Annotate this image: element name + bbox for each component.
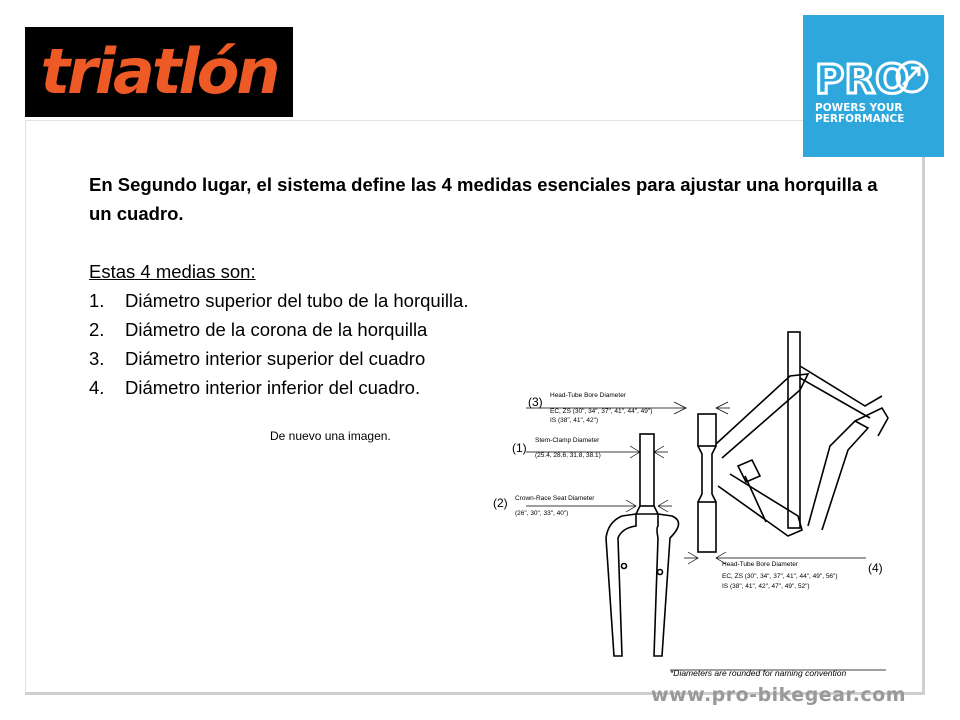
fork-boss-right <box>658 570 663 575</box>
fork-frame-diagram <box>490 326 895 678</box>
label-4-number: (4) <box>868 561 883 575</box>
list-subtitle: Estas 4 medias son: <box>89 261 256 282</box>
steerer-tube <box>640 434 654 506</box>
intro-paragraph: En Segundo lugar, el sistema define las 4 medidas esenciales para ajustar una horquilla a un cuadro. <box>89 174 878 224</box>
head-tube-bottom <box>698 502 716 552</box>
label-4-line1: EC, ZS (30", 34", 37", 41", 44", 49", 56") <box>722 573 838 580</box>
top-tube <box>716 374 808 458</box>
down-tube <box>718 474 802 536</box>
bike-frame-drawing <box>698 332 888 552</box>
pro-logo-letters: PRO <box>815 57 910 103</box>
fork-leg-left <box>606 514 636 656</box>
seat-stays <box>800 366 882 418</box>
label-3-line2: IS (38", 41", 42") <box>550 417 599 424</box>
fork-drawing <box>606 434 679 656</box>
label-2-title: Crown-Race Seat Diameter <box>515 495 595 502</box>
label-2-number: (2) <box>493 496 508 510</box>
list-item: 4. Diámetro interior inferior del cuadro. <box>89 377 421 398</box>
website-url: www.pro-bikegear.com <box>651 684 906 706</box>
list-item: 3. Diámetro interior superior del cuadro <box>89 348 426 369</box>
label-3-number: (3) <box>528 395 543 409</box>
label-3-title: Head-Tube Bore Diameter <box>550 392 626 399</box>
caliper-tool <box>738 460 766 522</box>
label-1-title: Stem-Clamp Diameter <box>535 437 600 444</box>
pro-logo <box>803 15 944 157</box>
label-4-title: Head-Tube Bore Diameter <box>722 561 798 568</box>
pro-tagline-2: PERFORMANCE <box>815 113 905 125</box>
pro-tagline-1: POWERS YOUR <box>815 102 903 114</box>
image-caption: De nuevo una imagen. <box>270 429 391 443</box>
chain-stays <box>808 421 868 530</box>
diagram-footnote: *Diameters are rounded for naming convention <box>670 668 847 678</box>
pro-logo-mark <box>803 15 944 157</box>
label-3-line1: EC, ZS (30", 34", 37", 41", 44", 49") <box>550 408 653 415</box>
head-tube-top <box>698 414 716 446</box>
seat-tube <box>788 332 800 528</box>
list-item: 1. Diámetro superior del tubo de la horquilla. <box>89 290 469 311</box>
fork-leg-right <box>654 514 679 656</box>
head-tube-taper <box>698 446 716 502</box>
fork-boss-left <box>622 564 627 569</box>
label-1-line1: (25.4, 28.6, 31.8, 38.1) <box>535 452 601 459</box>
label-2-line1: (26", 30", 33", 40") <box>515 510 569 517</box>
crown-race-seat <box>636 506 658 514</box>
label-4-line2: IS (38", 41", 42", 47", 49", 52") <box>722 583 810 590</box>
label-1-number: (1) <box>512 441 527 455</box>
triathlon-logo-text: triatlón <box>40 35 278 108</box>
triathlon-logo <box>25 27 293 117</box>
list-item: 2. Diámetro de la corona de la horquilla <box>89 319 428 340</box>
